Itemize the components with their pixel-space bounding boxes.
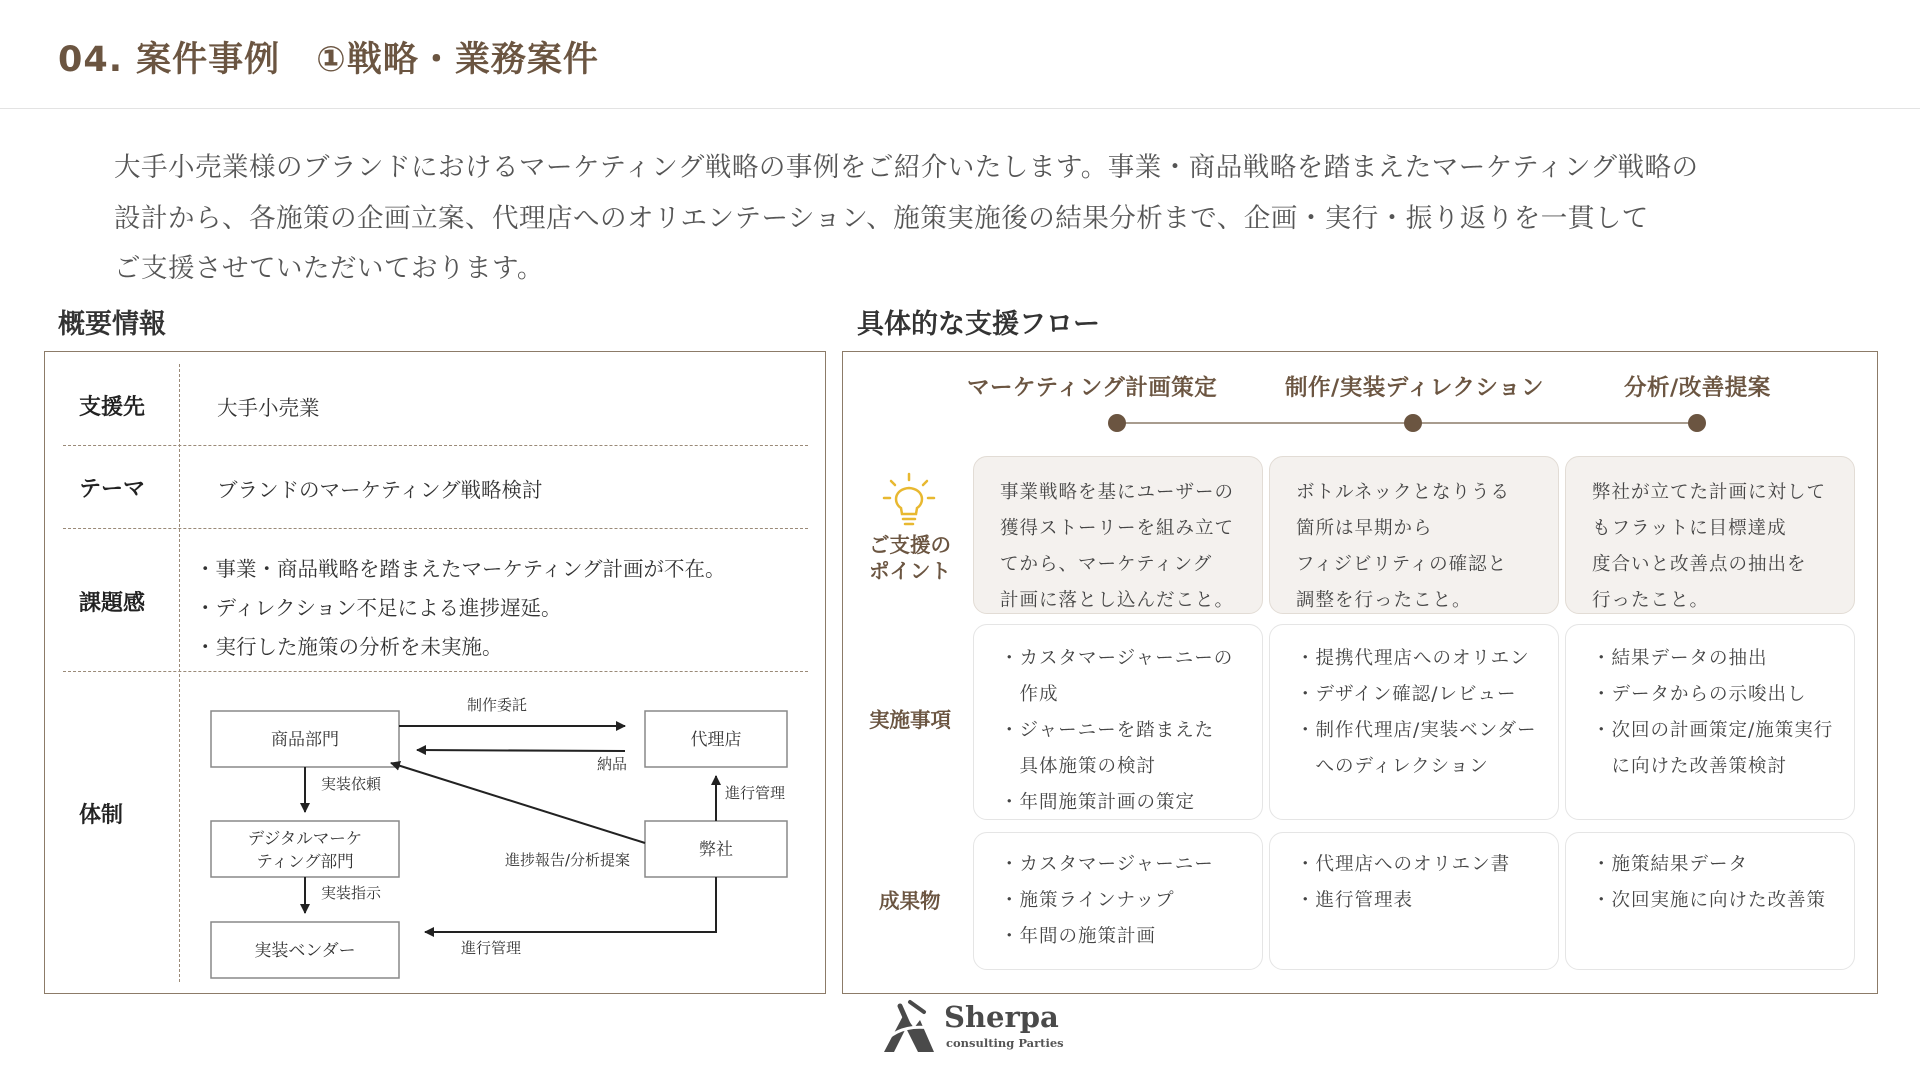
digital-dept-text-1: デジタルマーケ	[247, 829, 363, 848]
points-row-label-line2: ポイント	[869, 559, 951, 583]
deliverables-row-label: 成果物	[879, 889, 941, 913]
card-line: 弊社が立てた計画に対して	[1592, 482, 1827, 503]
action-card	[1269, 624, 1559, 820]
org-structure-diagram	[45, 352, 827, 995]
action-card	[973, 624, 1263, 820]
lightbulb-icon	[879, 472, 939, 528]
commission-label: 制作委託	[467, 696, 528, 714]
client-value: 大手小売業	[217, 396, 320, 420]
card-line: ・施策結果データ	[1592, 854, 1749, 875]
issue-item: ・実行した施策の分析を未実施。	[195, 635, 503, 659]
card-line: ・カスタマージャーニー	[1000, 854, 1214, 875]
card-line: ・結果データの抽出	[1592, 648, 1768, 669]
report-arrow	[391, 763, 645, 843]
vendor-progress-label: 進行管理	[461, 939, 522, 957]
card-line: ・年間施策計画の策定	[1000, 792, 1196, 813]
logo-subtitle: consulting Parties	[946, 1036, 1064, 1050]
theme-value: ブランドのマーケティング戦略検討	[217, 478, 543, 502]
card-line: ・データからの示唆出し	[1592, 684, 1807, 705]
card-line: てから、マーケティング	[1000, 554, 1213, 575]
card-line: 箇所は早期から	[1296, 518, 1433, 539]
card-line: ・進行管理表	[1296, 890, 1414, 911]
card-line: ・施策ラインナップ	[1000, 890, 1175, 911]
intro-line: 大手小売業様のブランドにおけるマーケティング戦略の事例をご紹介いたします。事業・商品戦略を踏まえたマーケティング戦略の	[114, 152, 1699, 183]
theme-label: テーマ	[79, 477, 146, 502]
delivery-arrow	[417, 750, 625, 751]
page-header	[0, 0, 1920, 109]
card-line: 計画に落とし込んだこと。	[1000, 590, 1235, 611]
logo-name: Sherpa	[944, 1000, 1059, 1034]
card-line: ・代理店へのオリエン書	[1296, 854, 1511, 875]
points-row-label-line1: ご支援の	[869, 533, 951, 557]
card-line: ・次回実施に向けた改善策	[1592, 890, 1827, 911]
issue-item: ・ディレクション不足による進捗遅延。	[195, 596, 562, 620]
structure-label: 体制	[79, 803, 124, 828]
phase-label: 分析/改善提案	[1624, 375, 1771, 401]
phase-label: 制作/実装ディレクション	[1285, 375, 1545, 401]
agency-text: 代理店	[690, 730, 742, 750]
card-line: 獲得ストーリーを組み立て	[1000, 518, 1235, 539]
deliverable-card	[1269, 832, 1559, 970]
points-row-label	[869, 532, 951, 584]
timeline-dot	[1404, 414, 1422, 432]
intro-paragraph	[114, 143, 1814, 295]
flow-heading: 具体的な支援フロー	[857, 309, 1100, 340]
card-line: ・デザイン確認/レビュー	[1296, 684, 1517, 705]
intro-line: ご支援させていただいております。	[114, 253, 544, 284]
card-line: ・年間の施策計画	[1000, 926, 1157, 947]
vendor-progress-arrow	[425, 877, 716, 932]
card-line: ・提携代理店へのオリエン	[1296, 648, 1530, 669]
flow-timeline	[843, 352, 1879, 452]
card-line: へのディレクション	[1296, 756, 1489, 777]
delivery-label: 納品	[597, 755, 628, 773]
card-line: 具体施策の検討	[1000, 756, 1157, 777]
card-line: 作成	[1000, 684, 1059, 705]
digital-dept-text-2: ティング部門	[256, 852, 354, 871]
report-label: 進捗報告/分析提案	[505, 851, 631, 869]
our-company-text: 弊社	[699, 840, 733, 860]
card-line: 事業戦略を基にユーザーの	[1000, 482, 1235, 503]
timeline-dot	[1688, 414, 1706, 432]
impl-instruction-label: 実装指示	[321, 884, 382, 902]
sherpa-logo	[880, 998, 1064, 1058]
actions-row-label: 実施事項	[869, 708, 951, 732]
client-label: 支援先	[79, 395, 146, 420]
timeline-dot	[1108, 414, 1126, 432]
page-title: 04. 案件事例 ①戦略・業務案件	[58, 40, 599, 80]
issues-label: 課題感	[79, 591, 146, 616]
intro-line: 設計から、各施策の企画立案、代理店へのオリエンテーション、施策実施後の結果分析まで、企画・実行・振り返りを一貫して	[114, 202, 1649, 234]
card-line: もフラットに目標達成	[1592, 518, 1787, 539]
phase-label: マーケティング計画策定	[967, 375, 1218, 401]
point-card	[1269, 456, 1559, 614]
deliverable-card	[1565, 832, 1855, 970]
agency-progress-label: 進行管理	[725, 784, 786, 802]
card-line: 行ったこと。	[1592, 590, 1710, 611]
overview-heading: 概要情報	[58, 309, 166, 340]
card-line: フィジビリティの確認と	[1296, 554, 1508, 575]
card-line: ・カスタマージャーニーの	[1000, 648, 1234, 669]
deliverable-card	[973, 832, 1263, 970]
card-line: ・ジャーニーを踏まえた	[1000, 720, 1215, 741]
action-card	[1565, 624, 1855, 820]
product-dept-text: 商品部門	[271, 730, 339, 750]
point-card	[1565, 456, 1855, 614]
point-card	[973, 456, 1263, 614]
impl-request-label: 実装依頼	[321, 775, 382, 793]
card-line: ・制作代理店/実装ベンダー	[1296, 720, 1537, 741]
card-line: ・次回の計画策定/施策実行	[1592, 720, 1834, 741]
issue-item: ・事業・商品戦略を踏まえたマーケティング計画が不在。	[195, 557, 726, 581]
card-line: ボトルネックとなりうる	[1296, 482, 1510, 503]
vendor-text: 実装ベンダー	[254, 941, 356, 961]
card-line: 調整を行ったこと。	[1296, 590, 1472, 611]
card-line: に向けた改善策検討	[1592, 756, 1788, 777]
sherpa-mountain-logo-icon	[880, 998, 936, 1056]
flow-panel	[842, 351, 1878, 994]
card-line: 度合いと改善点の抽出を	[1592, 554, 1807, 575]
overview-panel	[44, 351, 826, 994]
